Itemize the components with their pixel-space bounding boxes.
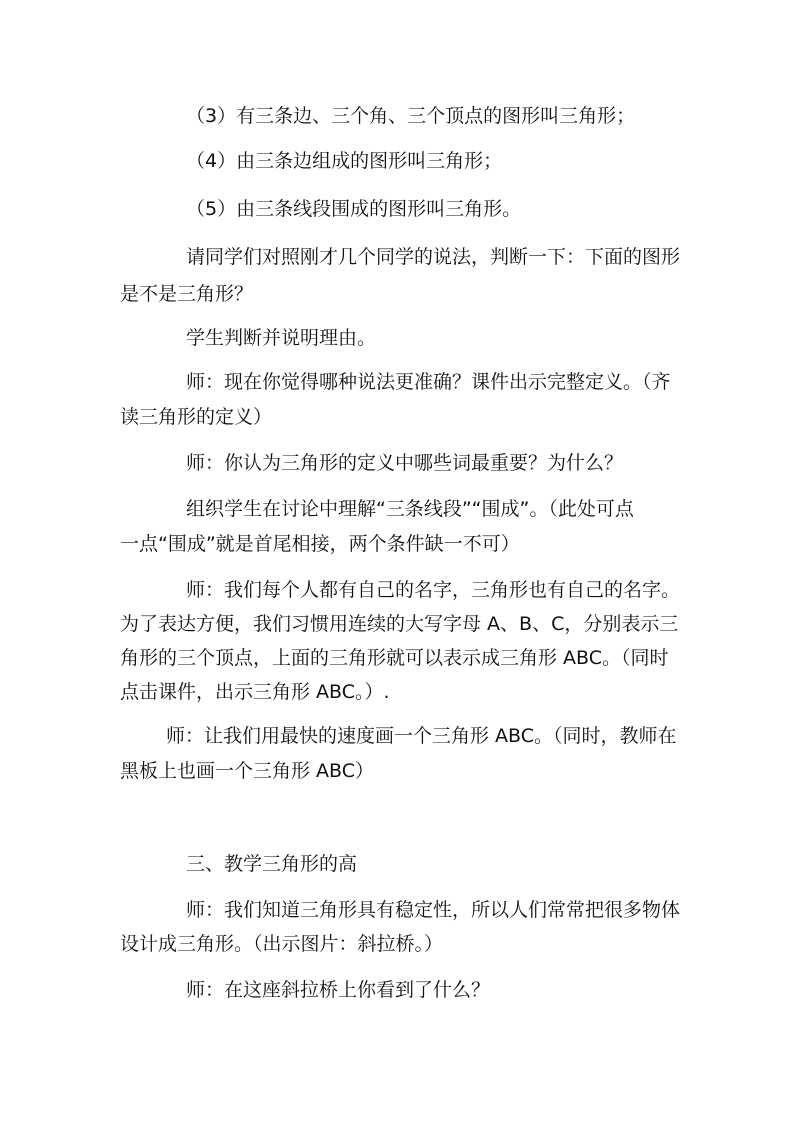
paragraph-naming-line3: 角形的三个顶点，上面的三角形就可以表示成三角形 ABC。（同时 [120,647,669,669]
paragraph-naming-line4: 点击课件，出示三角形 ABC。）. [120,681,390,703]
section-heading: 三、教学三角形的高 [186,853,358,875]
paragraph-naming-line2: 为了表达方便，我们习惯用连续的大写字母 A、B、C，分别表示三 [120,613,679,635]
paragraph-teacher-definition-line2: 读三角形的定义） [120,406,273,428]
paragraph-item-5: （5）由三条线段围成的图形叫三角形。 [186,198,522,220]
paragraph-discussion-line1: 组织学生在讨论中理解“三条线段”“围成”。（此处可点 [186,498,634,520]
paragraph-discussion-line2: 一点“围成”就是首尾相接，两个条件缺一不可） [120,533,520,555]
paragraph-stability-line1: 师：我们知道三角形具有稳定性，所以人们常常把很多物体 [186,899,681,921]
paragraph-question-line2: 是不是三角形？ [120,283,254,305]
paragraph-question-line1: 请同学们对照刚才几个同学的说法，判断一下：下面的图形 [186,246,681,268]
paragraph-item-3: （3）有三条边、三个角、三个顶点的图形叫三角形； [186,105,636,127]
paragraph-student-judgment: 学生判断并说明理由。 [186,327,377,349]
paragraph-bridge-question: 师：在这座斜拉桥上你看到了什么？ [186,979,491,1001]
paragraph-teacher-important-words: 师：你认为三角形的定义中哪些词最重要？为什么？ [186,452,624,474]
paragraph-teacher-definition-line1: 师：现在你觉得哪种说法更准确？课件出示完整定义。（齐 [186,371,671,393]
paragraph-draw-triangle-line2: 黑板上也画一个三角形 ABC） [120,760,375,782]
paragraph-item-4: （4）由三条边组成的图形叫三角形； [186,150,503,172]
paragraph-stability-line2: 设计成三角形。（出示图片：斜拉桥。） [120,933,444,955]
paragraph-naming-line1: 师：我们每个人都有自己的名字，三角形也有自己的名字。 [186,579,681,601]
paragraph-draw-triangle-line1: 师：让我们用最快的速度画一个三角形 ABC。（同时，教师在 [166,725,677,747]
